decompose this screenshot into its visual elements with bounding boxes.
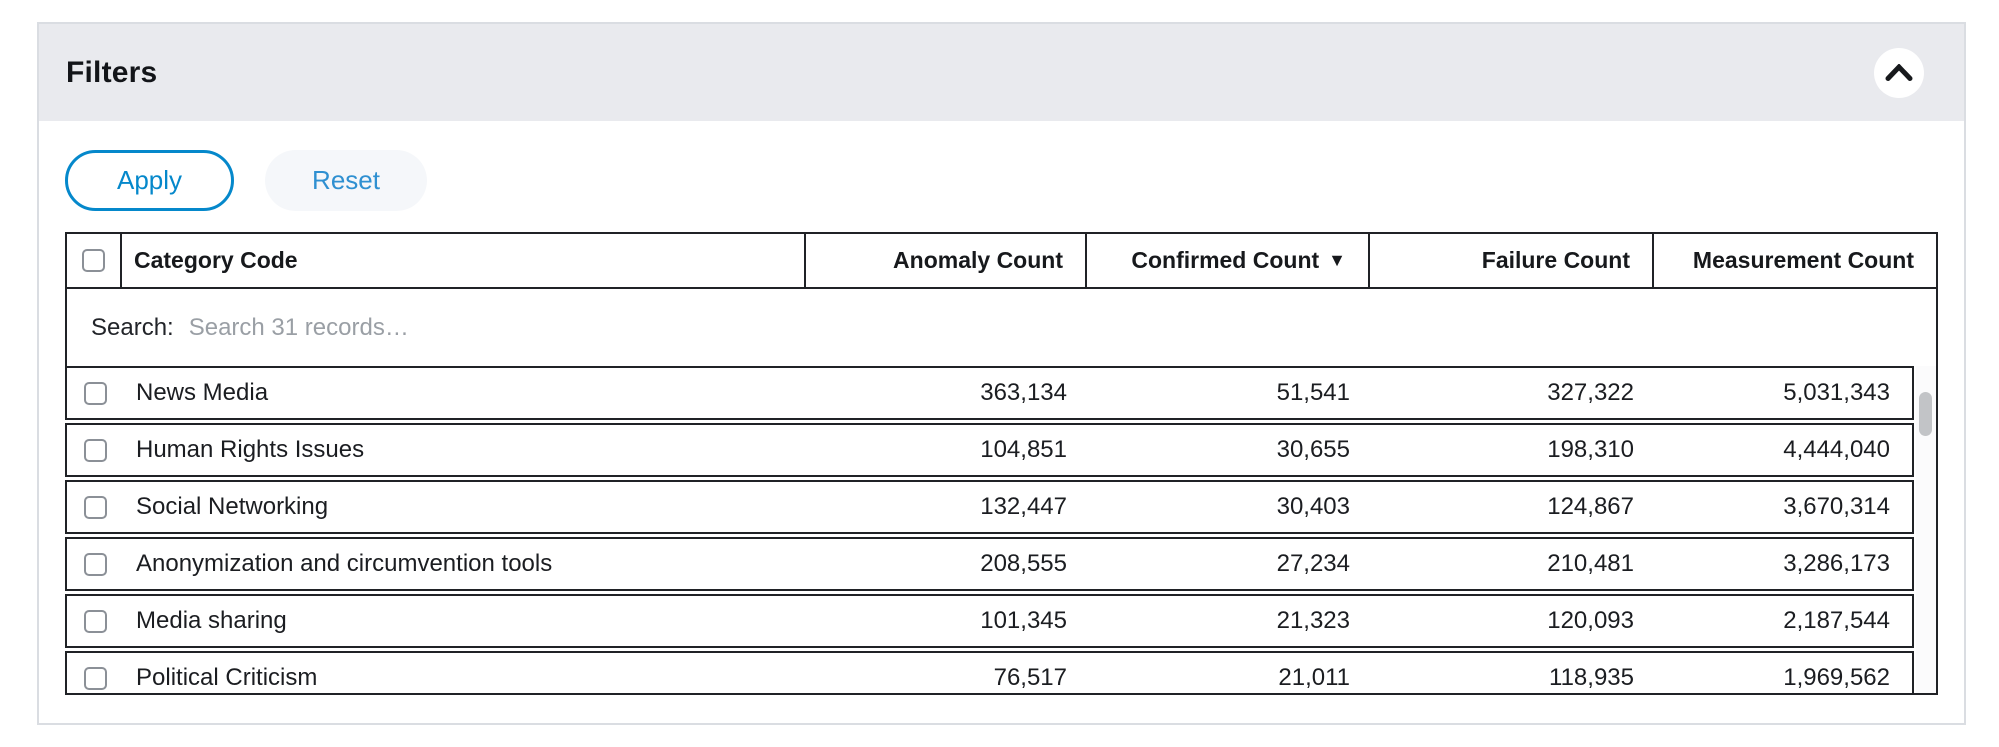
table-row[interactable]	[65, 651, 1914, 695]
row-checkbox[interactable]	[84, 439, 107, 462]
row-checkbox[interactable]	[84, 553, 107, 576]
filters-panel-header	[39, 24, 1964, 121]
anomaly-count-cell: 104,851	[980, 436, 1067, 463]
column-header-category-code[interactable]	[120, 232, 806, 289]
table-body	[65, 366, 1938, 695]
column-header-anomaly-count[interactable]	[804, 232, 1087, 289]
measurement-count-cell: 3,286,173	[1783, 550, 1890, 577]
failure-count-cell: 327,322	[1547, 379, 1634, 406]
measurement-count-cell: 4,444,040	[1783, 436, 1890, 463]
row-checkbox[interactable]	[84, 610, 107, 633]
category-cell: Media sharing	[136, 607, 287, 634]
reset-button[interactable]: Reset	[265, 150, 427, 211]
confirmed-count-cell: 51,541	[1276, 379, 1350, 406]
table-row[interactable]	[65, 594, 1914, 648]
confirmed-count-cell: 27,234	[1276, 550, 1350, 577]
row-checkbox[interactable]	[84, 382, 107, 405]
filter-actions	[65, 150, 1938, 211]
select-all-cell	[65, 232, 122, 289]
anomaly-count-cell: 132,447	[980, 493, 1067, 520]
scrollbar-thumb[interactable]	[1919, 392, 1932, 436]
column-header-label: Category Code	[134, 247, 298, 273]
anomaly-count-cell: 208,555	[980, 550, 1067, 577]
measurement-count-cell: 3,670,314	[1783, 493, 1890, 520]
table-search-row	[65, 287, 1938, 368]
apply-button[interactable]: Apply	[65, 150, 234, 211]
table-row[interactable]	[65, 366, 1914, 420]
category-cell: Anonymization and circumvention tools	[136, 550, 553, 577]
measurement-count-cell: 2,187,544	[1783, 607, 1890, 634]
table-header-row	[65, 232, 1938, 289]
search-input[interactable]	[189, 314, 1912, 342]
row-checkbox[interactable]	[84, 667, 107, 690]
anomaly-count-cell: 76,517	[993, 664, 1067, 691]
category-cell: News Media	[136, 379, 269, 406]
column-header-label: Measurement Count	[1692, 247, 1914, 273]
confirmed-count-cell: 30,403	[1276, 493, 1350, 520]
anomaly-count-cell: 101,345	[980, 607, 1067, 634]
confirmed-count-cell: 21,323	[1276, 607, 1350, 634]
confirmed-count-cell: 21,011	[1278, 664, 1350, 691]
chevron-up-icon	[1885, 64, 1913, 81]
table-scrollbar[interactable]	[1916, 366, 1936, 693]
table-row[interactable]	[65, 423, 1914, 477]
column-header-measurement-count[interactable]	[1652, 232, 1938, 289]
measurement-count-cell: 5,031,343	[1783, 379, 1890, 406]
column-header-failure-count[interactable]	[1368, 232, 1654, 289]
failure-count-cell: 118,935	[1549, 664, 1634, 691]
collapse-button[interactable]	[1874, 48, 1924, 98]
column-header-label: Confirmed Count	[1131, 247, 1320, 273]
column-header-confirmed-count[interactable]	[1085, 232, 1370, 289]
panel-title: Filters	[66, 55, 158, 89]
sort-desc-icon: ▼	[1328, 250, 1346, 270]
column-header-label: Failure Count	[1481, 247, 1630, 273]
failure-count-cell: 120,093	[1547, 607, 1634, 634]
row-checkbox[interactable]	[84, 496, 107, 519]
measurement-count-cell: 1,969,562	[1783, 664, 1890, 691]
filters-panel	[37, 22, 1966, 725]
failure-count-cell: 124,867	[1547, 493, 1634, 520]
category-cell: Social Networking	[136, 493, 329, 520]
failure-count-cell: 198,310	[1547, 436, 1634, 463]
category-cell: Human Rights Issues	[136, 436, 365, 463]
confirmed-count-cell: 30,655	[1276, 436, 1350, 463]
column-header-label: Anomaly Count	[893, 247, 1063, 273]
category-table	[65, 232, 1938, 695]
select-all-checkbox[interactable]	[82, 249, 105, 272]
failure-count-cell: 210,481	[1547, 550, 1634, 577]
search-label: Search:	[91, 313, 174, 341]
table-row[interactable]	[65, 480, 1914, 534]
filters-panel-body	[39, 121, 1964, 695]
anomaly-count-cell: 363,134	[980, 379, 1067, 406]
category-cell: Political Criticism	[136, 664, 318, 691]
table-row[interactable]	[65, 537, 1914, 591]
